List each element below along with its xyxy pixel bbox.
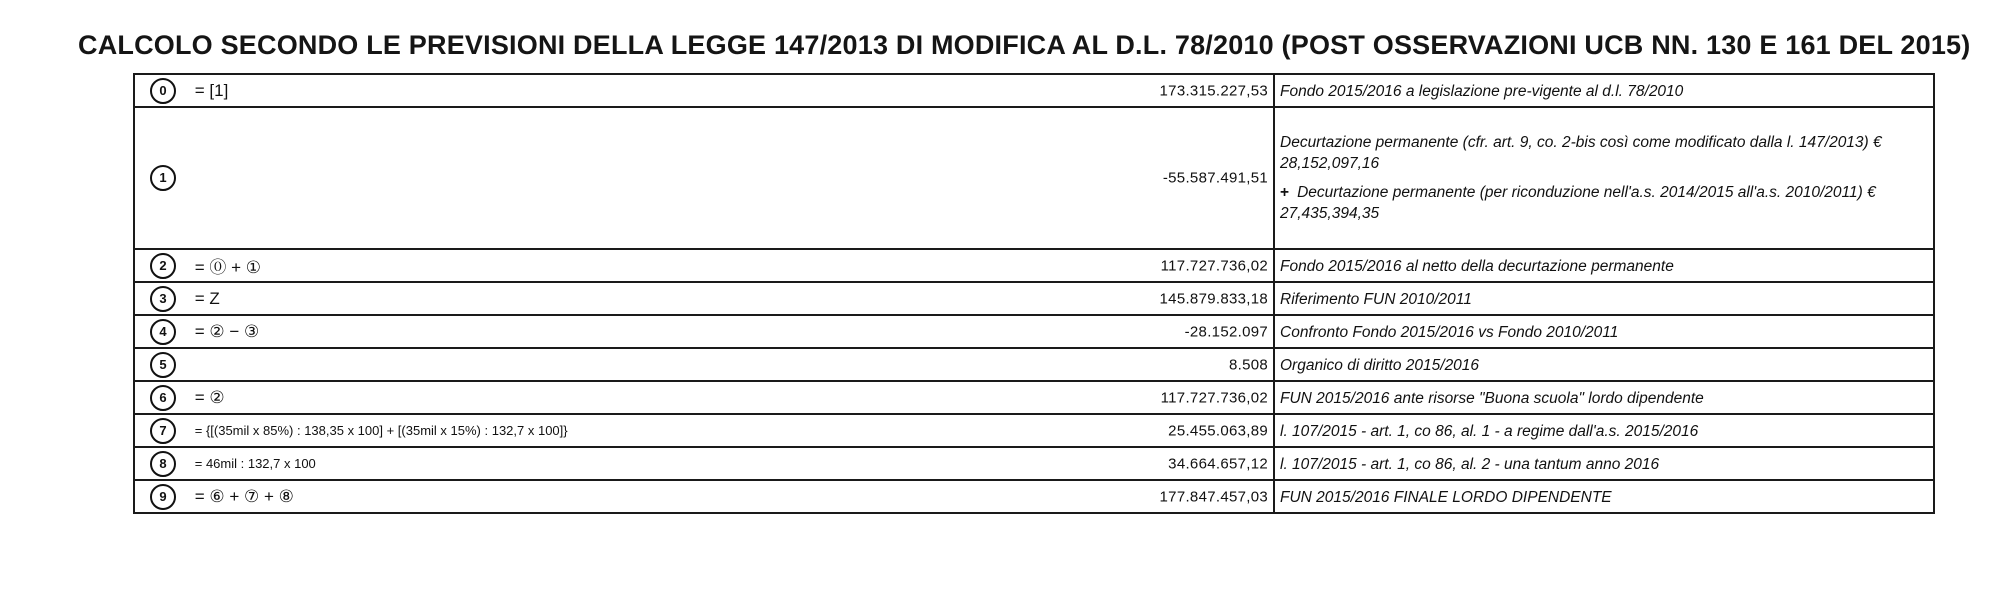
row-description: Fondo 2015/2016 al netto della decurtazione permanente bbox=[1280, 257, 1674, 275]
formula-cell bbox=[134, 447, 1274, 480]
page-title: CALCOLO SECONDO LE PREVISIONI DELLA LEGGE 147/2013 DI MODIFICA AL D.L. 78/2010 (POST OSSERVAZIONI UCB NN. 130 E 161 DEL 2015) bbox=[78, 30, 1971, 60]
row-value: 8.508 bbox=[1228, 356, 1268, 373]
row-description: Riferimento FUN 2010/2011 bbox=[1280, 290, 1472, 308]
row-description: l. 107/2015 - art. 1, co 86, al. 1 - a regime dall'a.s. 2015/2016 bbox=[1280, 422, 1699, 440]
table-row bbox=[134, 348, 1934, 381]
row-description: l. 107/2015 - art. 1, co 86, al. 2 - una tantum anno 2016 bbox=[1280, 455, 1660, 473]
table-row bbox=[134, 107, 1934, 249]
row-description: Fondo 2015/2016 a legislazione pre-vigente al d.l. 78/2010 bbox=[1280, 82, 1684, 100]
row-formula: = ⓪ + ① bbox=[194, 258, 261, 277]
row-formula: = ② − ③ bbox=[194, 321, 260, 341]
formula-cell bbox=[134, 381, 1274, 414]
row-number: 3 bbox=[150, 286, 176, 312]
formula-cell bbox=[134, 315, 1274, 348]
row-formula: = [1] bbox=[194, 80, 229, 100]
row-value: 117.727.736,02 bbox=[1160, 257, 1268, 274]
row-formula: = {[(35mil x 85%) : 138,35 x 100] + [(35mil x 15%) : 132,7 x 100]} bbox=[194, 423, 568, 438]
description-cell bbox=[1274, 480, 1934, 513]
row-value: 177.847.457,03 bbox=[1159, 488, 1268, 505]
description-line-second bbox=[1280, 182, 1928, 224]
table-row bbox=[134, 414, 1934, 447]
row-value: 117.727.736,02 bbox=[1160, 389, 1268, 406]
row-number: 1 bbox=[150, 165, 176, 191]
row-number: 8 bbox=[150, 451, 176, 477]
row-number: 6 bbox=[150, 385, 176, 411]
row-description: FUN 2015/2016 ante risorse "Buona scuola" lordo dipendente bbox=[1280, 389, 1704, 407]
plus-sign: + bbox=[1280, 184, 1290, 201]
description-line: Decurtazione permanente (per riconduzione nell'a.s. 2014/2015 all'a.s. 2010/2011) € 27,435,394,35 bbox=[1280, 184, 1876, 222]
row-value: 173.315.227,53 bbox=[1159, 82, 1268, 99]
row-formula: = ⑥ + ⑦ + ⑧ bbox=[194, 486, 294, 506]
description-cell bbox=[1274, 447, 1934, 480]
description-cell bbox=[1274, 381, 1934, 414]
row-number: 5 bbox=[150, 352, 176, 378]
formula-cell bbox=[134, 414, 1274, 447]
table-row bbox=[134, 249, 1934, 282]
row-description: Confronto Fondo 2015/2016 vs Fondo 2010/2011 bbox=[1280, 323, 1619, 341]
row-value: 34.664.657,12 bbox=[1168, 455, 1268, 472]
row-value: 25.455.063,89 bbox=[1168, 422, 1268, 439]
table-row bbox=[134, 315, 1934, 348]
row-formula: = 46mil : 132,7 x 100 bbox=[194, 456, 316, 471]
row-description: FUN 2015/2016 FINALE LORDO DIPENDENTE bbox=[1280, 488, 1612, 506]
description-cell bbox=[1274, 414, 1934, 447]
description-line: Decurtazione permanente (cfr. art. 9, co. 2-bis così come modificato dalla l. 147/2013) € 28,152,097,16 bbox=[1280, 134, 1882, 172]
formula-cell bbox=[134, 480, 1274, 513]
description-cell bbox=[1274, 282, 1934, 315]
table-row bbox=[134, 447, 1934, 480]
formula-cell bbox=[134, 249, 1274, 282]
description-cell bbox=[1274, 107, 1934, 249]
table-row bbox=[134, 282, 1934, 315]
table-row bbox=[134, 381, 1934, 414]
description-cell bbox=[1274, 74, 1934, 107]
row-number: 7 bbox=[150, 418, 176, 444]
row-description: Organico di diritto 2015/2016 bbox=[1280, 356, 1480, 374]
description-cell bbox=[1274, 348, 1934, 381]
row-formula: = Z bbox=[194, 288, 220, 308]
description-cell bbox=[1274, 249, 1934, 282]
formula-cell bbox=[134, 282, 1274, 315]
row-number: 2 bbox=[150, 253, 176, 279]
row-value: -28.152.097 bbox=[1184, 323, 1268, 340]
row-number: 0 bbox=[150, 78, 176, 104]
description-cell bbox=[1274, 315, 1934, 348]
calculation-table bbox=[133, 73, 1935, 514]
table-row bbox=[134, 480, 1934, 513]
row-number: 9 bbox=[150, 484, 176, 510]
table-row bbox=[134, 74, 1934, 107]
formula-cell bbox=[134, 107, 1274, 249]
formula-cell bbox=[134, 348, 1274, 381]
row-number: 4 bbox=[150, 319, 176, 345]
row-formula: = ② bbox=[194, 387, 225, 407]
row-value: 145.879.833,18 bbox=[1159, 290, 1268, 307]
row-value: -55.587.491,51 bbox=[1162, 169, 1268, 187]
formula-cell bbox=[134, 74, 1274, 107]
row-description-block bbox=[1280, 126, 1928, 230]
